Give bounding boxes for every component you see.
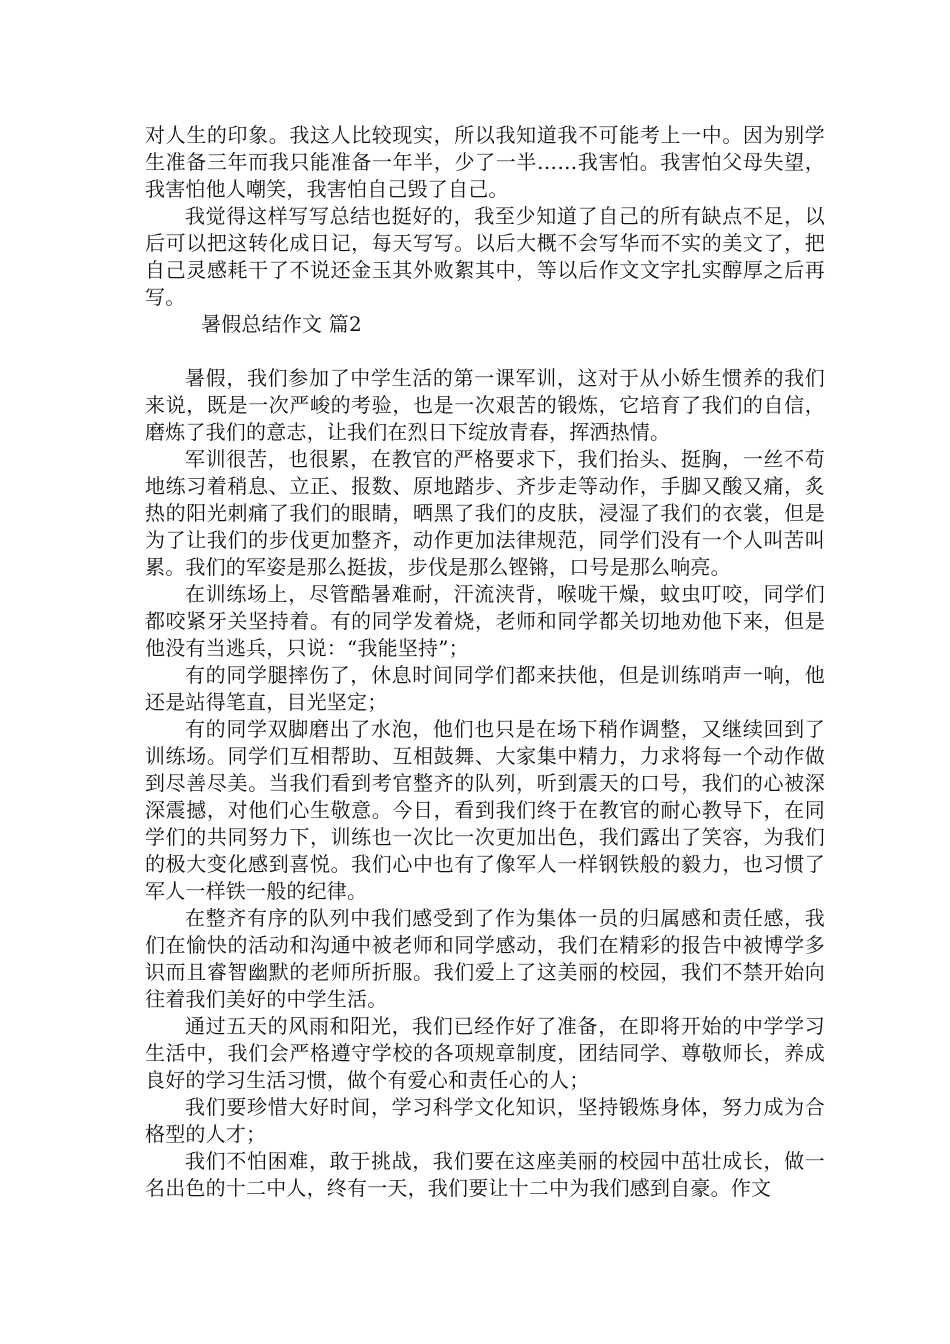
paragraph: 我们要珍惜大好时间，学习科学文化知识，坚持锻炼身体，努力成为合格型的人才； (145, 1095, 825, 1146)
section-heading: 暑假总结作文 篇2 (201, 312, 362, 336)
paragraph: 我们不怕困难，敢于挑战，我们要在这座美丽的校园中茁壮成长，做一名出色的十二中人，终有一天，我们要让十二中为我们感到自豪。作文 (145, 1149, 825, 1200)
paragraph: 军训很苦，也很累，在教官的严格要求下，我们抬头、挺胸，一丝不苟地练习着稍息、立正、报数、原地踏步、齐步走等动作，手脚又酸又痛，炙热的阳光刺痛了我们的眼睛，晒黑了我们的皮肤，浸湿了我们的衣裳，但是为了让我们的步伐更加整齐，动作更加法律规范，同学们没有一个人叫苦叫累。我们的军姿是那么挺拔，步伐是那么铿锵，口号是那么响亮。 (145, 447, 825, 579)
paragraph: 有的同学双脚磨出了水泡，他们也只是在场下稍作调整，又继续回到了训练场。同学们互相帮助、互相鼓舞、大家集中精力，力求将每一个动作做到尽善尽美。当我们看到考官整齐的队列，听到震天的口号，我们的心被深深震撼，对他们心生敬意。今日，看到我们终于在教官的耐心教导下，在同学们的共同努力下，训练也一次比一次更加出色，我们露出了笑容，为我们的极大变化感到喜悦。我们心中也有了像军人一样钢铁般的毅力，也习惯了军人一样铁一般的纪律。 (145, 717, 825, 903)
paragraph: 暑假，我们参加了中学生活的第一课军训，这对于从小娇生惯养的我们来说，既是一次严峻的考验，也是一次艰苦的锻炼，它培育了我们的自信，磨炼了我们的意志，让我们在烈日下绽放青春，挥洒热情。 (145, 366, 825, 444)
paragraph: 在整齐有序的队列中我们感受到了作为集体一员的归属感和责任感，我们在愉快的活动和沟通中被老师和同学感动，我们在精彩的报告中被博学多识而且睿智幽默的老师所折服。我们爱上了这美丽的校园，我们不禁开始向往着我们美好的中学生活。 (145, 906, 825, 1011)
document-body (145, 122, 825, 1202)
paragraph-reflection: 我觉得这样写写总结也挺好的，我至少知道了自己的所有缺点不足，以后可以把这转化成日记，每天写写。以后大概不会写华而不实的美文了，把自己灵感耗干了不说还金玉其外败絮其中，等以后作文文字扎实醇厚之后再写。 (145, 204, 825, 309)
paragraph-continuation: 对人生的印象。我这人比较现实，所以我知道我不可能考上一中。因为别学生准备三年而我只能准备一年半，少了一半……我害怕。我害怕父母失望，我害怕他人嘲笑，我害怕自己毁了自己。 (145, 123, 825, 201)
paragraph: 在训练场上，尽管酷暑难耐，汗流浃背，喉咙干燥，蚊虫叮咬，同学们都咬紧牙关坚持着。有的同学发着烧，老师和同学都关切地劝他下来，但是他没有当逃兵，只说：“我能坚持”； (145, 582, 825, 660)
paragraph: 有的同学腿摔伤了，休息时间同学们都来扶他，但是训练哨声一响，他还是站得笔直，目光坚定； (145, 663, 825, 714)
paragraph: 通过五天的风雨和阳光，我们已经作好了准备，在即将开始的中学学习生活中，我们会严格遵守学校的各项规章制度，团结同学、尊敬师长，养成良好的学习生活习惯，做个有爱心和责任心的人； (145, 1014, 825, 1092)
blank-line (145, 338, 825, 365)
